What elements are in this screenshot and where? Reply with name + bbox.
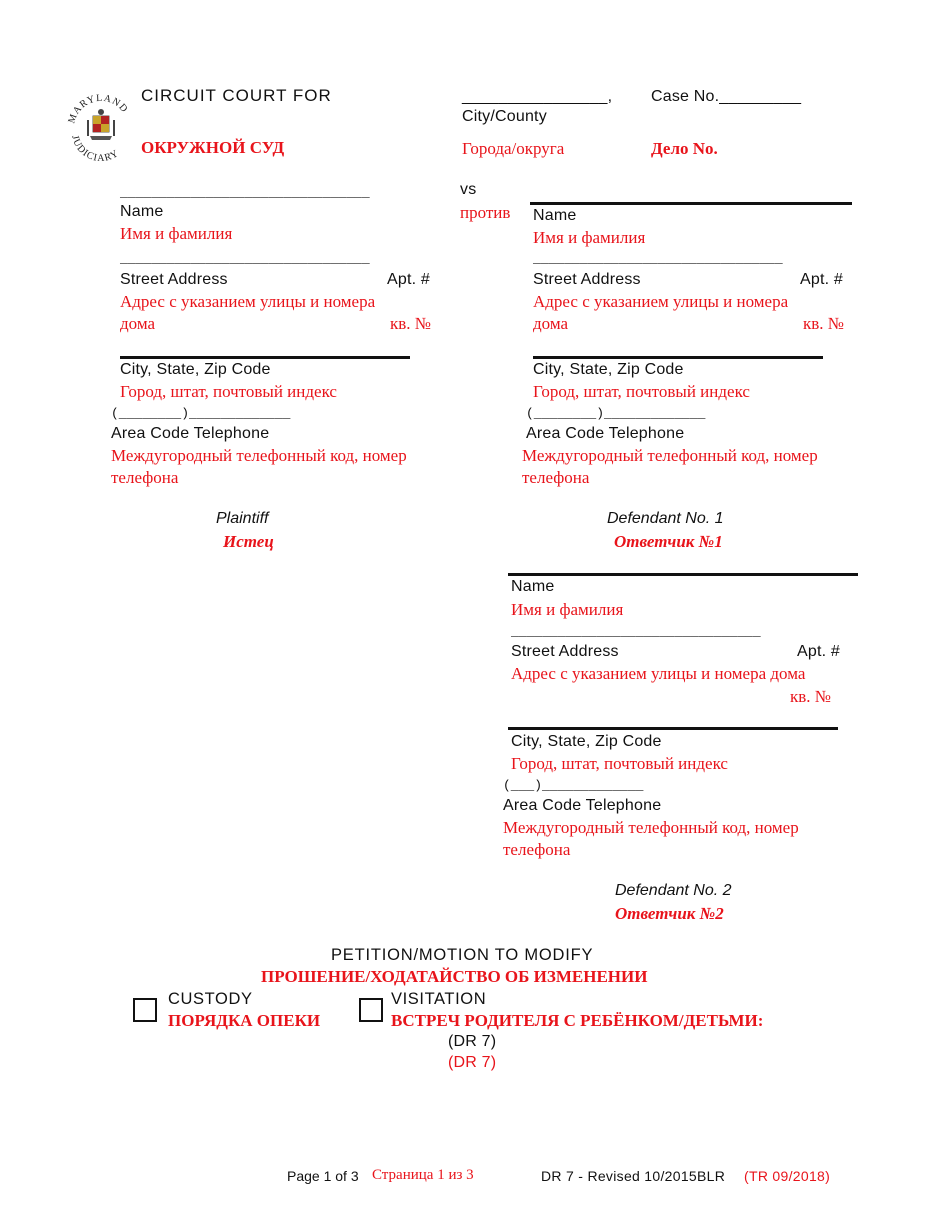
plaintiff-street-label-ru: Адрес с указанием улицы и номера xyxy=(120,292,376,311)
defendant2-apt-label: Apt. # xyxy=(797,643,841,660)
vs-label-ru: против xyxy=(460,203,511,222)
plaintiff-phone-label-ru: Междугородный телефонный код, номер xyxy=(111,446,407,465)
plaintiff-name-line[interactable]: ________________________________ xyxy=(120,185,370,200)
plaintiff-phone-label-ru-2: телефона xyxy=(111,468,179,487)
defendant2-apt-label-ru: кв. № xyxy=(790,687,832,706)
defendant2-city-label: City, State, Zip Code xyxy=(511,733,662,750)
plaintiff-city-label: City, State, Zip Code xyxy=(120,361,271,378)
plaintiff-area-code-label: Area Code Telephone xyxy=(111,425,270,442)
plaintiff-city-line[interactable] xyxy=(120,356,410,359)
city-county-label-ru: Города/округа xyxy=(462,139,565,158)
maryland-judiciary-seal-icon xyxy=(66,86,136,168)
city-county-label: City/County xyxy=(462,108,547,125)
defendant2-city-line[interactable] xyxy=(508,727,838,730)
defendant1-name-line[interactable] xyxy=(530,202,852,205)
defendant2-phone-label-ru: Междугородный телефонный код, номер xyxy=(503,818,799,837)
plaintiff-name-label: Name xyxy=(120,203,164,220)
defendant1-phone-line[interactable]: (________)_____________ xyxy=(526,406,706,421)
plaintiff-phone-line[interactable]: (________)_____________ xyxy=(111,406,291,421)
footer-form-revision: DR 7 - Revised 10/2015BLR xyxy=(541,1168,726,1184)
city-county-blank[interactable]: ________________, xyxy=(462,88,613,105)
case-number-label-ru: Дело No. xyxy=(651,139,718,158)
defendant1-role-label-ru: Ответчик №1 xyxy=(614,532,723,551)
defendant2-phone-label-ru-2: телефона xyxy=(503,840,571,859)
court-label-ru: ОКРУЖНОЙ СУД xyxy=(141,138,285,157)
custody-checkbox[interactable] xyxy=(133,998,157,1022)
defendant2-name-line[interactable] xyxy=(508,573,858,576)
defendant2-role-label: Defendant No. 2 xyxy=(615,882,732,899)
defendant2-name-label: Name xyxy=(511,578,555,595)
seal-text-top: MARYLAND xyxy=(66,92,131,125)
defendant2-role-label-ru: Ответчик №2 xyxy=(615,904,724,923)
defendant1-name-label-ru: Имя и фамилия xyxy=(533,228,646,247)
plaintiff-name-label-ru: Имя и фамилия xyxy=(120,224,233,243)
defendant1-street-label-ru: Адрес с указанием улицы и номера xyxy=(533,292,789,311)
defendant1-apt-label-ru: кв. № xyxy=(803,314,845,333)
defendant1-street-line[interactable]: ________________________________ xyxy=(533,251,783,266)
defendant1-area-code-label: Area Code Telephone xyxy=(526,425,685,442)
defendant1-city-line[interactable] xyxy=(533,356,823,359)
defendant1-role-label: Defendant No. 1 xyxy=(607,510,724,527)
defendant1-phone-label-ru-2: телефона xyxy=(522,468,590,487)
footer-page-number: Page 1 of 3 xyxy=(287,1168,359,1184)
custody-label: CUSTODY xyxy=(168,990,253,1008)
plaintiff-street-label-ru-2: дома xyxy=(120,314,156,333)
defendant1-street-label-ru-2: дома xyxy=(533,314,569,333)
defendant1-city-label-ru: Город, штат, почтовый индекс xyxy=(533,382,750,401)
defendant2-street-label-ru: Адрес с указанием улицы и номера дома xyxy=(511,664,806,683)
defendant2-name-label-ru: Имя и фамилия xyxy=(511,600,624,619)
defendant2-phone-line[interactable]: (___)_____________ xyxy=(503,778,644,793)
plaintiff-city-label-ru: Город, штат, почтовый индекс xyxy=(120,382,337,401)
plaintiff-apt-label: Apt. # xyxy=(387,271,431,288)
defendant2-city-label-ru: Город, штат, почтовый индекс xyxy=(511,754,728,773)
visitation-label: VISITATION xyxy=(391,990,487,1008)
vs-label: vs xyxy=(460,181,477,198)
plaintiff-role-label: Plaintiff xyxy=(216,510,269,527)
court-label: CIRCUIT COURT FOR xyxy=(141,86,332,105)
petition-title: PETITION/MOTION TO MODIFY xyxy=(331,946,594,964)
footer-translation-revision: (TR 09/2018) xyxy=(744,1168,831,1184)
form-code: (DR 7) xyxy=(448,1033,497,1050)
defendant2-street-line[interactable]: ________________________________ xyxy=(511,624,761,639)
defendant1-city-label: City, State, Zip Code xyxy=(533,361,684,378)
defendant2-area-code-label: Area Code Telephone xyxy=(503,797,662,814)
footer-page-number-ru: Страница 1 из 3 xyxy=(372,1167,474,1183)
defendant1-name-label: Name xyxy=(533,207,577,224)
defendant2-street-label: Street Address xyxy=(511,643,619,660)
visitation-label-ru: ВСТРЕЧ РОДИТЕЛЯ С РЕБЁНКОМ/ДЕТЬМИ: xyxy=(391,1011,764,1030)
custody-label-ru: ПОРЯДКА ОПЕКИ xyxy=(168,1011,321,1030)
defendant1-apt-label: Apt. # xyxy=(800,271,844,288)
plaintiff-street-label: Street Address xyxy=(120,271,228,288)
plaintiff-apt-label-ru: кв. № xyxy=(390,314,432,333)
visitation-checkbox[interactable] xyxy=(359,998,383,1022)
defendant1-street-label: Street Address xyxy=(533,271,641,288)
form-code-ru: (DR 7) xyxy=(448,1054,497,1071)
case-number-field[interactable]: Case No._________ xyxy=(651,88,802,105)
petition-title-ru: ПРОШЕНИЕ/ХОДАТАЙСТВО ОБ ИЗМЕНЕНИИ xyxy=(261,967,648,986)
plaintiff-street-line[interactable]: ________________________________ xyxy=(120,251,370,266)
seal-text-bottom: JUDICIARY xyxy=(69,134,122,165)
defendant1-phone-label-ru: Междугородный телефонный код, номер xyxy=(522,446,818,465)
plaintiff-role-label-ru: Истец xyxy=(223,532,274,551)
